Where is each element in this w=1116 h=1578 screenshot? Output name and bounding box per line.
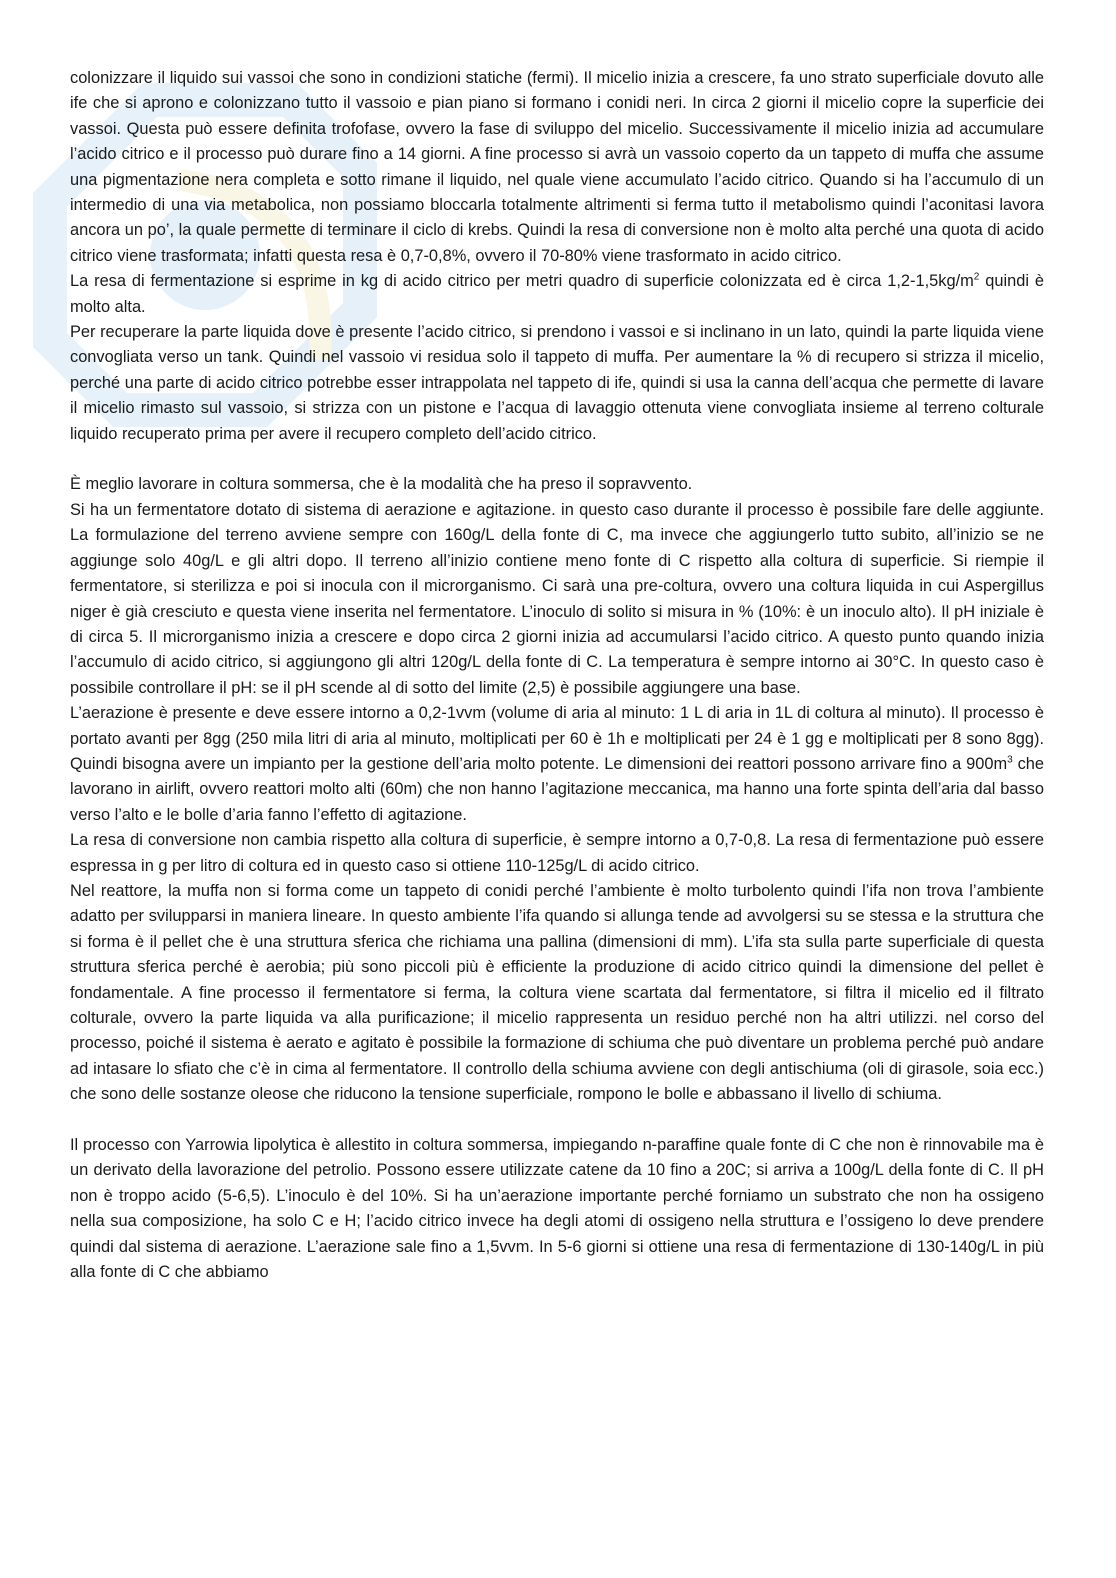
paragraph-recovery: Per recuperare la parte liquida dove è presente l’acido citrico, si prendono i vassoi e si inclinano in un lato, quindi la parte liquida viene convogliata verso un tank. Quindi nel vassoio vi residua solo il tappeto di muffa. Per aumentare la % di recupero si strizza il micelio, perché una parte di acido citrico potrebbe esser intrappolata nel tappeto di ife, quindi si usa la canna dell’acqua che permette di lavare il micelio rimasto sul vassoio, si strizza con un pistone e l’acqua di lavaggio ottenuta viene convogliata insieme al terreno colturale liquido recuperato prima per avere il recupero completo dell’acido citrico.: [70, 323, 1044, 443]
paragraph-gap: [70, 447, 1044, 472]
paragraph-fermenter: Si ha un fermentatore dotato di sistema di aerazione e agitazione. in questo caso durante il processo è possibile fare delle aggiunte. La formulazione del terreno avviene sempre con 160g/L della fonte di C, ma invece che aggiungerlo tutto subito, all’inizio se ne aggiunge solo 40g/L e gli altri dopo. Il terreno all’inizio contiene meno fonte di C rispetto alla coltura di superficie. Si riempie il fermentatore, si sterilizza e poi si inocula con il microrganismo. Ci sarà una pre-coltura, ovvero una coltura liquida in cui Aspergillus niger è già cresciuto e questa viene inserita nel fermentatore. L’inoculo di solito si misura in % (10%: è un inoculo alto). Il pH iniziale è di circa 5. Il microrganismo inizia a crescere e dopo circa 2 giorni inizia ad accumularsi l’acido citrico. A questo punto quando inizia l’accumulo di acido citrico, si aggiungono gli altri 120g/L della fonte di C. La temperatura è sempre intorno ai 30°C. In questo caso è possibile controllare il pH: se il pH scende al di sotto del limite (2,5) è possibile aggiungere una base.: [70, 500, 1044, 697]
document-page: [70, 66, 1044, 1285]
paragraph-pellet: Nel reattore, la muffa non si forma come un tappeto di conidi perché l’ambiente è molto turbolento quindi l’ifa non trova l’ambiente adatto per svilupparsi in maniera lineare. In questo ambiente l’ifa quando si allunga tende ad avvolgersi su se stessa e la struttura che si forma è il pellet che è una struttura sferica che richiama una pallina (dimensioni di mm). L’ifa sta sulla parte superficiale di questa struttura sferica perché è aerobia; più sono piccoli più è efficiente la produzione di acido citrico quindi la dimensione del pellet è fondamentale. A fine processo il fermentatore si ferma, la coltura viene scartata dal fermentatore, si filtra il micelio ed il filtrato colturale, ovvero la parte liquida va alla purificazione; il micelio rappresenta un residuo perché non ha altri utilizzi. nel corso del processo, poiché il sistema è aerato e agitato è possibile la formazione di schiuma che può diventare un problema perché può andare ad intasare lo sfiato che c’è in cima al fermentatore. Il controllo della schiuma avviene con degli antischiuma (oli di girasole, soia ecc.) che sono delle sostanze oleose che riducono la tensione superficiale, rompono le bolle e abbassano il livello di schiuma.: [70, 881, 1044, 1104]
paragraph-yarrowia: Il processo con Yarrowia lipolytica è allestito in coltura sommersa, impiegando n-paraffine quale fonte di C che non è rinnovabile ma è un derivato della lavorazione del petrolio. Possono essere utilizzate catene da 10 fino a 20C; si arriva a 100g/L della fonte di C. Il pH non è troppo acido (5-6,5). L’inoculo è del 10%. Si ha un’aerazione importante perché forniamo un substrato che non ha ossigeno nella sua composizione, ha solo C e H; l’acido citrico invece ha degli atomi di ossigeno nella struttura e l’ossigeno lo deve prendere quindi dal sistema di aerazione. L’aerazione sale fino a 1,5vvm. In 5-6 giorni si ottiene una resa di fermentazione di 130-140g/L in più alla fonte di C che abbiamo: [70, 1136, 1044, 1282]
paragraph-conversion-yield: La resa di conversione non cambia rispetto alla coltura di superficie, è sempre intorno a 0,7-0,8. La resa di fermentazione può essere espressa in g per litro di coltura ed in questo caso si ottiene 110-125g/L di acido citrico.: [70, 831, 1044, 875]
paragraph-surface-culture: colonizzare il liquido sui vassoi che sono in condizioni statiche (fermi). Il micelio inizia a crescere, fa uno strato superficiale dovuto alle ife che si aprono e colonizzano tutto il vassoio e pian piano si formano i conidi neri. In circa 2 giorni il micelio copre la superficie dei vassoi. Questa può essere definita trofofase, ovvero la fase di sviluppo del micelio. Successivamente il micelio inizia ad accumulare l’acido citrico e il processo può durare fino a 14 giorni. A fine processo si avrà un vassoio coperto da un tappeto di muffa che assume una pigmentazione nera completa e sotto rimane il liquido, nel quale viene accumulato l’acido citrico. Quando si ha l’accumulo di un intermedio di una via metabolica, non possiamo bloccarla totalmente altrimenti si ferma tutto il metabolismo quindi l’aconitasi lavora ancora un po’, la quale permette di terminare il ciclo di krebs. Quindi la resa di conversione non è molto alta perché una quota di acido citrico viene trasformata; infatti questa resa è 0,7-0,8%, ovvero il 70-80% viene trasformato in acido citrico.: [70, 69, 1044, 265]
paragraph-fermentation-yield: La resa di fermentazione si esprime in kg di acido citrico per metri quadro di superficie colonizzata ed è circa $1,2-1,5kg/m^2$ quindi è molto alta.: [70, 271, 1044, 316]
paragraph-aeration: L’aerazione è presente e deve essere intorno a 0,2-1vvm (volume di aria al minuto: 1 L di aria in 1L di coltura al minuto). Il processo è portato avanti per 8gg (250 mila litri di aria al minuto, moltiplicati per 60 è 1h e moltiplicati per 24 è 1 gg e moltiplicati per 8 sono 8gg). Quindi bisogna avere un impianto per la gestione dell’aria molto potente. Le dimensioni dei reattori possono arrivare fino a $900m^3$ che lavorano in airlift, ovvero reattori molto alti (60m) che non hanno l’agitazione meccanica, ma hanno una forte spinta dell’aria dal basso verso l’alto e le bolle d’aria fanno l’effetto di agitazione.: [70, 704, 1044, 824]
paragraph-gap: [70, 1108, 1044, 1133]
paragraph-submerged-intro: È meglio lavorare in coltura sommersa, che è la modalità che ha preso il sopravvento.: [70, 475, 693, 494]
